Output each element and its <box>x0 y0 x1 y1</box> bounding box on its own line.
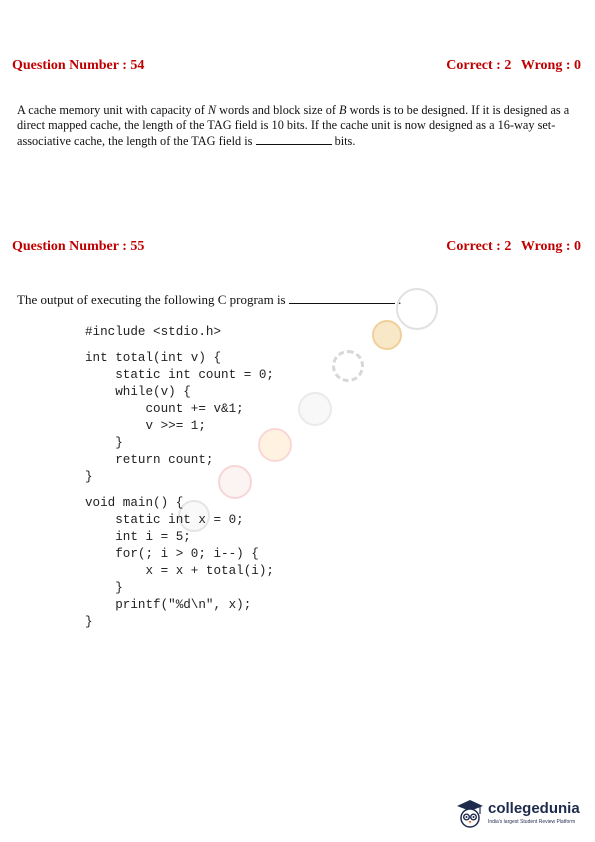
question-55-end: . <box>394 292 402 307</box>
question-54-score <box>446 58 581 74</box>
watermark-seal-icon <box>396 288 438 330</box>
watermark-seal-icon <box>298 392 332 426</box>
graduate-owl-icon <box>455 798 485 828</box>
code-line: int i = 5; <box>85 530 191 544</box>
collegedunia-logo <box>455 796 590 830</box>
watermark-seal-icon <box>372 320 402 350</box>
variable-n: N <box>207 103 217 117</box>
question-54-text-part: words is to be designed. If it is designed as a direct mapped cache, the length of the TAG field is 10 bits. If the cache unit is now designed as a 16-way set-associative cache, the length of the TAG field is <box>17 103 570 148</box>
question-55-wrong: Wrong : 0 <box>520 239 581 254</box>
code-line: while(v) { <box>85 385 191 399</box>
question-55-header <box>12 239 581 257</box>
code-line: static int count = 0; <box>85 368 274 382</box>
question-54-text-part: A cache memory unit with capacity of <box>17 103 208 117</box>
code-line: #include <stdio.h> <box>85 325 222 339</box>
code-line: printf("%d\n", x); <box>85 598 252 612</box>
code-line: } <box>85 436 123 450</box>
code-line: int total(int v) { <box>85 351 222 365</box>
code-line: x = x + total(i); <box>85 564 274 578</box>
code-line: } <box>85 470 93 484</box>
answer-blank <box>256 133 332 145</box>
question-55-number: Question Number : 55 <box>12 239 145 254</box>
code-line <box>85 486 274 495</box>
code-line: } <box>85 615 93 629</box>
question-54-correct: Correct : 2 <box>446 58 512 73</box>
answer-blank <box>289 292 395 304</box>
code-line: count += v&1; <box>85 402 244 416</box>
question-55-text <box>17 292 581 307</box>
question-55-correct: Correct : 2 <box>446 239 512 254</box>
logo-text <box>488 801 580 825</box>
code-line: static int x = 0; <box>85 513 244 527</box>
logo-brand: collegedunia <box>488 800 580 817</box>
question-54-number: Question Number : 54 <box>12 58 145 73</box>
question-54-wrong: Wrong : 0 <box>520 58 581 73</box>
variable-b: B <box>339 103 347 117</box>
code-line <box>85 341 274 350</box>
code-line: void main() { <box>85 496 184 510</box>
question-54-header <box>12 58 581 76</box>
code-line: return count; <box>85 453 214 467</box>
question-54-text-part: words and block size of <box>216 103 340 117</box>
question-55-intro: The output of executing the following C program is <box>17 292 289 307</box>
code-block <box>85 324 274 631</box>
code-line: for(; i > 0; i--) { <box>85 547 259 561</box>
question-55-score <box>446 239 581 255</box>
question-54-text <box>17 103 581 149</box>
code-line: } <box>85 581 123 595</box>
code-line: v >>= 1; <box>85 419 206 433</box>
watermark-gear-icon <box>332 350 364 382</box>
logo-tagline: India's largest Student Review Platform <box>488 819 576 825</box>
question-54-text-part: bits. <box>331 134 356 148</box>
